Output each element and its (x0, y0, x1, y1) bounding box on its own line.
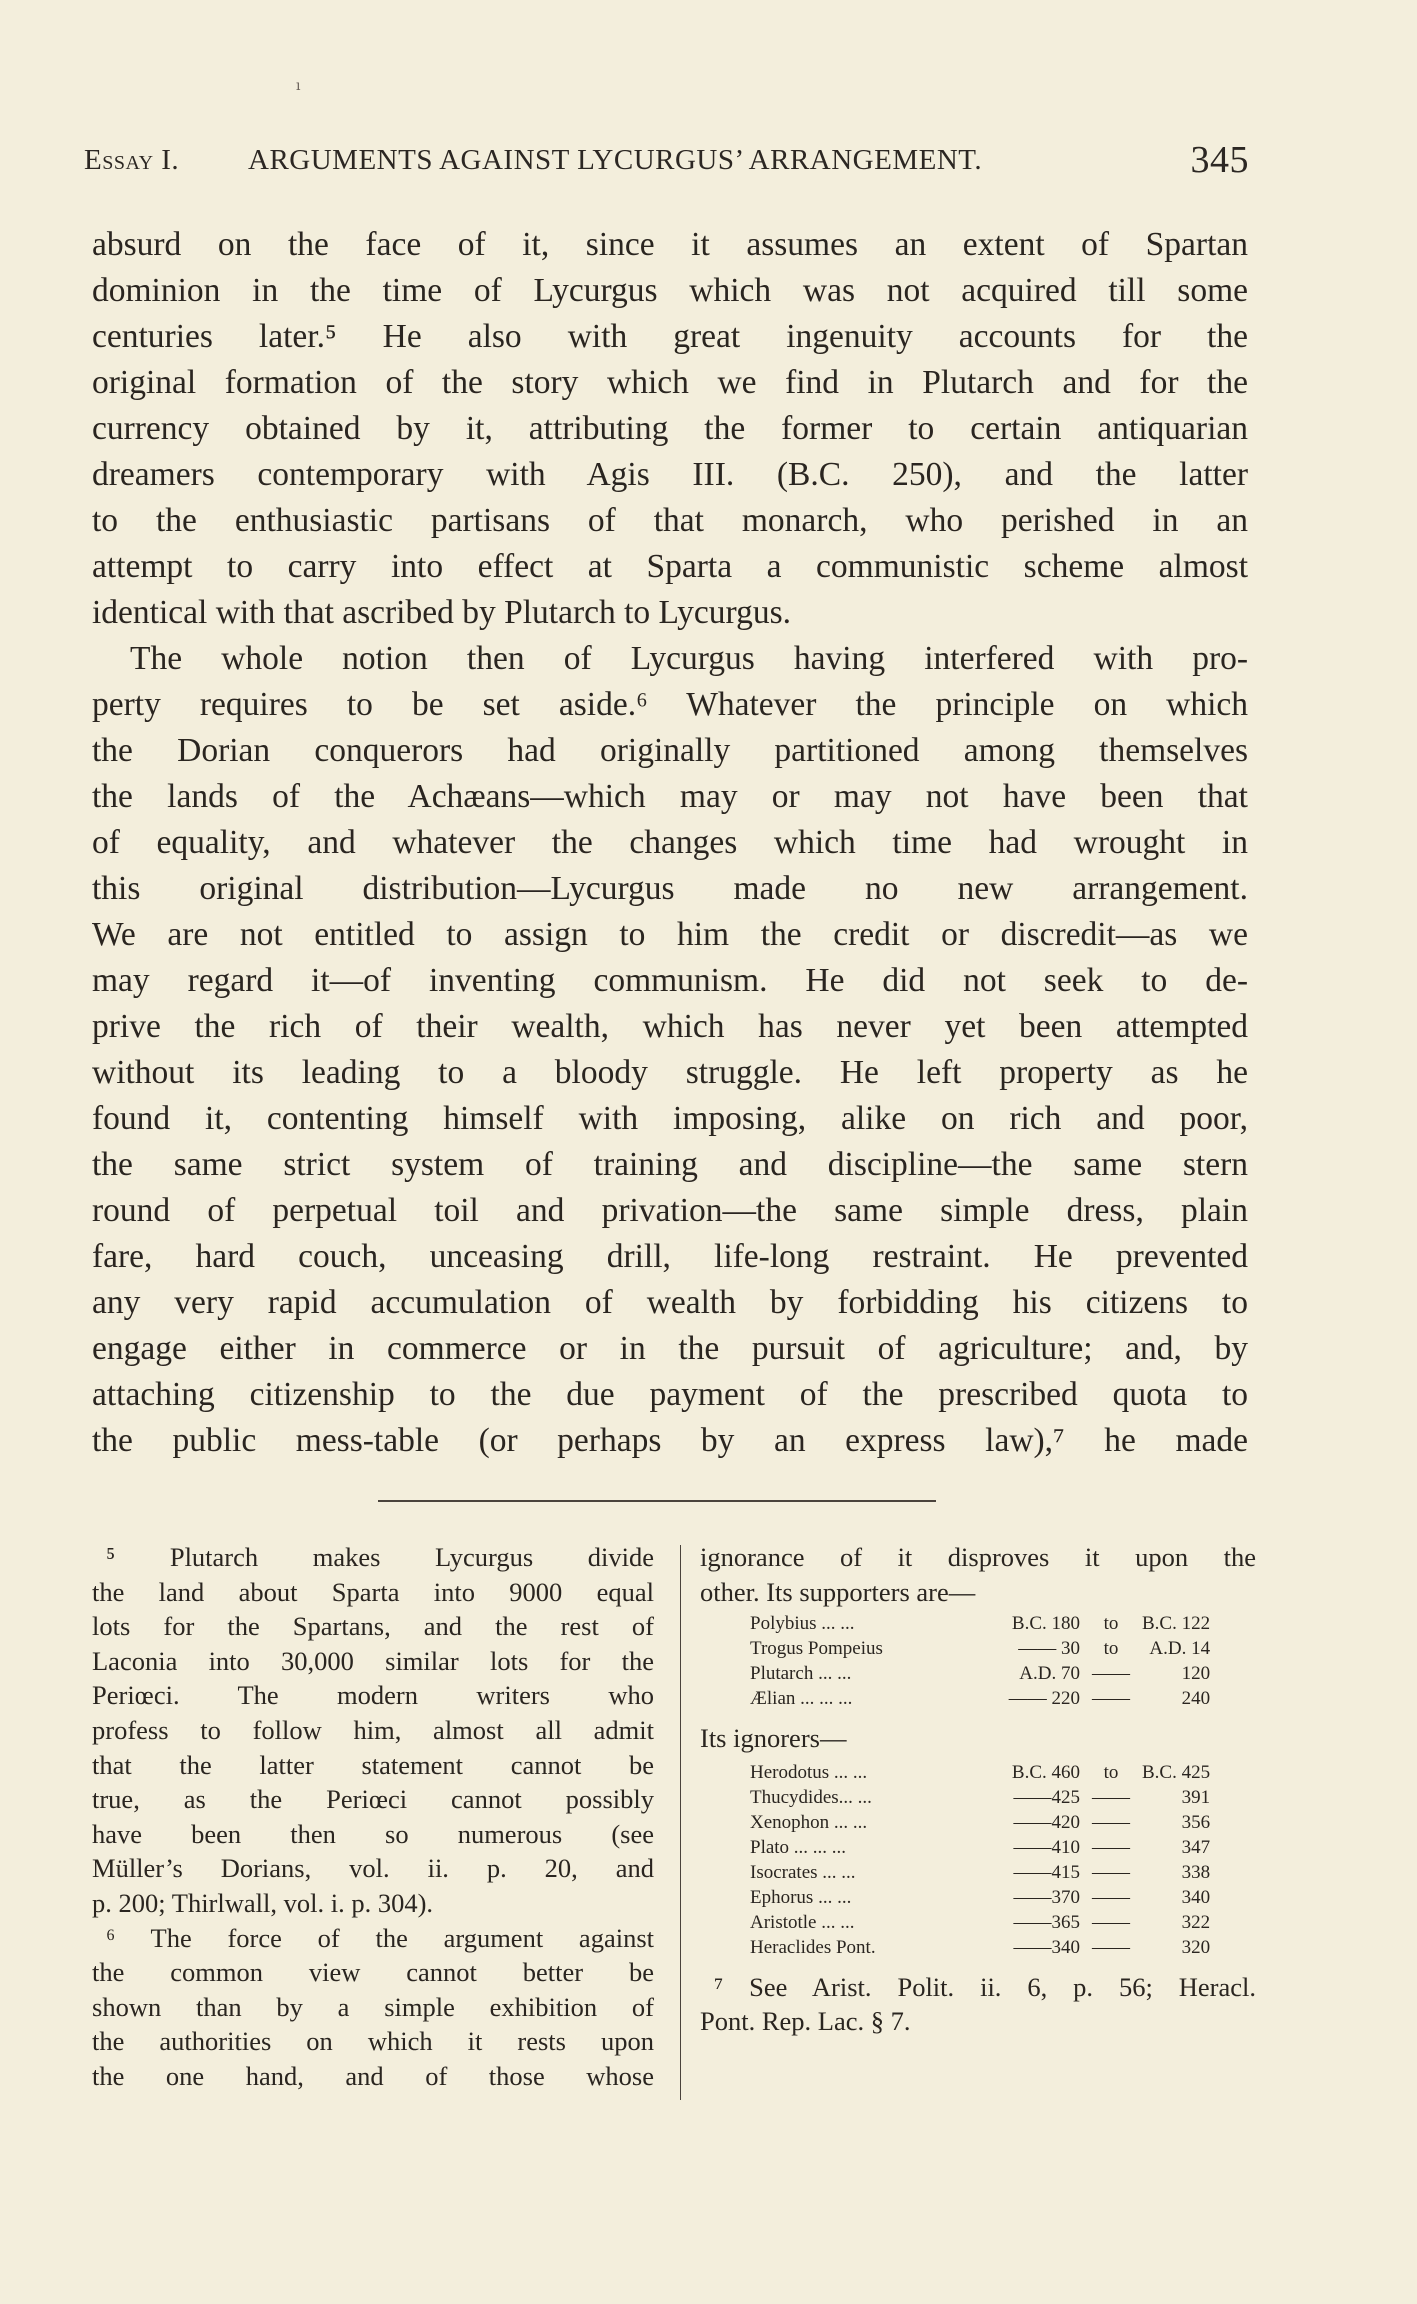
author-name: Plutarch ... ... (750, 1663, 852, 1685)
footnote-line: the one hand, and of those whose (92, 2060, 654, 2091)
footnote-line: shown than by a simple exhibition of (92, 1991, 654, 2022)
table-row (750, 1935, 1210, 1960)
table-row (750, 1860, 1210, 1885)
footnote-line: Müller’s Dorians, vol. ii. p. 20, and (92, 1853, 654, 1884)
date-sep: —— (1092, 1663, 1130, 1685)
date-from: —— 30 (1018, 1638, 1080, 1660)
footnote-line: lots for the Spartans, and the rest of (92, 1611, 654, 1642)
footnote-line: Pont. Rep. Lac. § 7. (700, 2006, 911, 2037)
table-row (750, 1636, 1210, 1661)
page-number: 345 (1190, 139, 1249, 181)
date-sep: to (1103, 1613, 1119, 1635)
table-row (750, 1910, 1210, 1935)
date-sep: to (1103, 1638, 1119, 1660)
table-row (750, 1661, 1210, 1686)
footnotes-left-column (92, 1540, 654, 2094)
date-from: —— 220 (1008, 1688, 1080, 1710)
footnote-line: the common view cannot better be (92, 1957, 654, 1988)
table-row (750, 1611, 1210, 1636)
date-to: 340 (1181, 1886, 1211, 1908)
author-name: Polybius ... ... (750, 1613, 855, 1635)
date-to: 347 (1181, 1836, 1211, 1858)
author-name: Ephorus ... ... (750, 1886, 852, 1908)
date-from: ——365 (1013, 1911, 1080, 1933)
author-name: Isocrates ... ... (750, 1861, 856, 1883)
author-name: Plato ... ... ... (750, 1836, 847, 1858)
supporters-table (750, 1611, 1210, 1711)
date-to: A.D. 14 (1149, 1638, 1211, 1660)
author-name: Thucydides... ... (750, 1786, 872, 1808)
date-sep: —— (1092, 1861, 1130, 1883)
author-name: Trogus Pompeius (750, 1638, 883, 1660)
text-line: attempt to carry into effect at Sparta a communistic scheme almost (92, 548, 1248, 585)
text-line: without its leading to a bloody struggle. He left property as he (92, 1054, 1248, 1091)
table-row (750, 1885, 1210, 1910)
main-text (92, 222, 1248, 1464)
text-line: the lands of the Achæans—which may or may not have been that (92, 778, 1248, 815)
running-header (84, 138, 1249, 186)
date-from: B.C. 180 (1011, 1613, 1080, 1635)
date-sep: —— (1092, 1836, 1130, 1858)
date-sep: —— (1092, 1688, 1130, 1710)
date-sep: to (1103, 1761, 1119, 1783)
date-to: 338 (1181, 1861, 1211, 1883)
table-row (750, 1810, 1210, 1835)
author-name: Xenophon ... ... (750, 1811, 868, 1833)
date-sep: —— (1092, 1811, 1130, 1833)
text-line: attaching citizenship to the due payment of the prescribed quota to (92, 1376, 1248, 1413)
date-to: 391 (1181, 1786, 1211, 1808)
date-to: 320 (1181, 1936, 1211, 1958)
date-from: ——370 (1013, 1886, 1080, 1908)
text-line: identical with that ascribed by Plutarch to Lycurgus. (92, 594, 792, 631)
table-row (750, 1760, 1210, 1785)
footnote-line: profess to follow him, almost all admit (92, 1714, 654, 1745)
date-from: A.D. 70 (1019, 1663, 1080, 1685)
footnote-line: other. Its supporters are— (700, 1576, 976, 1607)
footnote-line: have been then so numerous (see (92, 1818, 654, 1849)
column-divider (680, 1545, 681, 2100)
text-line: to the enthusiastic partisans of that monarch, who perished in an (92, 502, 1248, 539)
text-line: any very rapid accumulation of wealth by forbidding his citizens to (92, 1284, 1248, 1321)
text-line: engage either in commerce or in the pursuit of agriculture; and, by (92, 1330, 1248, 1367)
text-line: The whole notion then of Lycurgus having interfered with pro- (130, 640, 1248, 677)
date-to: 240 (1181, 1688, 1211, 1710)
footnote-line: ⁵ Plutarch makes Lycurgus divide (106, 1542, 654, 1572)
text-line: this original distribution—Lycurgus made no new arrangement. (92, 870, 1248, 907)
text-line: round of perpetual toil and privation—the same simple dress, plain (92, 1192, 1248, 1229)
date-from: ——410 (1013, 1836, 1080, 1858)
text-line: dreamers contemporary with Agis III. (B.C. 250), and the latter (92, 456, 1248, 493)
text-line: perty requires to be set aside.⁶ Whatever the principle on which (92, 686, 1248, 723)
text-line: may regard it—of inventing communism. He did not seek to de- (92, 962, 1248, 999)
date-to: 322 (1181, 1911, 1211, 1933)
text-line: centuries later.⁵ He also with great ingenuity accounts for the (92, 318, 1248, 355)
text-line: prive the rich of their wealth, which has never yet been attempted (92, 1008, 1248, 1045)
text-line: the Dorian conquerors had originally partitioned among themselves (92, 732, 1248, 769)
table-row (750, 1785, 1210, 1810)
footnote-line: ⁶ The force of the argument against (106, 1922, 654, 1953)
footnote-line: ⁷ See Arist. Polit. ii. 6, p. 56; Heracl. (714, 1971, 1256, 2002)
footnote-line: Laconia into 30,000 similar lots for the (92, 1645, 654, 1676)
table-row (750, 1686, 1210, 1711)
ignorers-label: Its ignorers— (700, 1723, 847, 1754)
text-line: found it, contenting himself with imposing, alike on rich and poor, (92, 1100, 1248, 1137)
table-row (750, 1835, 1210, 1860)
date-to: 120 (1181, 1663, 1211, 1685)
date-sep: —— (1092, 1936, 1130, 1958)
footnote-line: the authorities on which it rests upon (92, 2026, 654, 2057)
footnote-line: p. 200; Thirlwall, vol. i. p. 304). (92, 1887, 434, 1918)
text-line: of equality, and whatever the changes which time had wrought in (92, 824, 1248, 861)
date-from: B.C. 460 (1011, 1761, 1080, 1783)
date-sep: —— (1092, 1786, 1130, 1808)
footnote-line: ignorance of it disproves it upon the (700, 1542, 1256, 1572)
date-from: ——425 (1013, 1786, 1080, 1808)
text-line: We are not entitled to assign to him the credit or discredit—as we (92, 916, 1248, 953)
text-line: the same strict system of training and discipline—the same stern (92, 1146, 1248, 1183)
date-from: ——340 (1013, 1936, 1080, 1958)
footnote-line: that the latter statement cannot be (92, 1749, 654, 1780)
author-name: Herodotus ... ... (750, 1761, 868, 1783)
running-title: ARGUMENTS AGAINST LYCURGUS’ ARRANGEMENT. (248, 144, 983, 176)
footnote-line: true, as the Periœci cannot possibly (92, 1784, 654, 1815)
ignorers-table (750, 1760, 1210, 1960)
footnotes-right-column (700, 1540, 1256, 2039)
date-to: 356 (1181, 1811, 1211, 1833)
essay-label: Essay I. (84, 144, 180, 176)
author-name: Ælian ... ... ... (750, 1688, 853, 1710)
text-line: dominion in the time of Lycurgus which was not acquired till some (92, 272, 1248, 309)
footnote-line: Periœci. The modern writers who (92, 1680, 654, 1711)
author-name: Heraclides Pont. (750, 1936, 876, 1958)
date-from: ——415 (1013, 1861, 1080, 1883)
text-line: currency obtained by it, attributing the former to certain antiquarian (92, 410, 1248, 447)
footnote-rule (378, 1500, 936, 1502)
text-line: absurd on the face of it, since it assumes an extent of Spartan (92, 226, 1248, 263)
text-line: the public mess-table (or perhaps by an express law),⁷ he made (92, 1422, 1248, 1459)
date-sep: —— (1092, 1911, 1130, 1933)
date-from: ——420 (1013, 1811, 1080, 1833)
print-speck: ı (296, 78, 301, 94)
text-line: fare, hard couch, unceasing drill, life-long restraint. He prevented (92, 1238, 1248, 1275)
date-sep: —— (1092, 1886, 1130, 1908)
date-to: B.C. 122 (1142, 1613, 1211, 1635)
footnote-line: the land about Sparta into 9000 equal (92, 1576, 654, 1607)
date-to: B.C. 425 (1142, 1761, 1211, 1783)
text-line: original formation of the story which we find in Plutarch and for the (92, 364, 1248, 401)
author-name: Aristotle ... ... (750, 1911, 855, 1933)
